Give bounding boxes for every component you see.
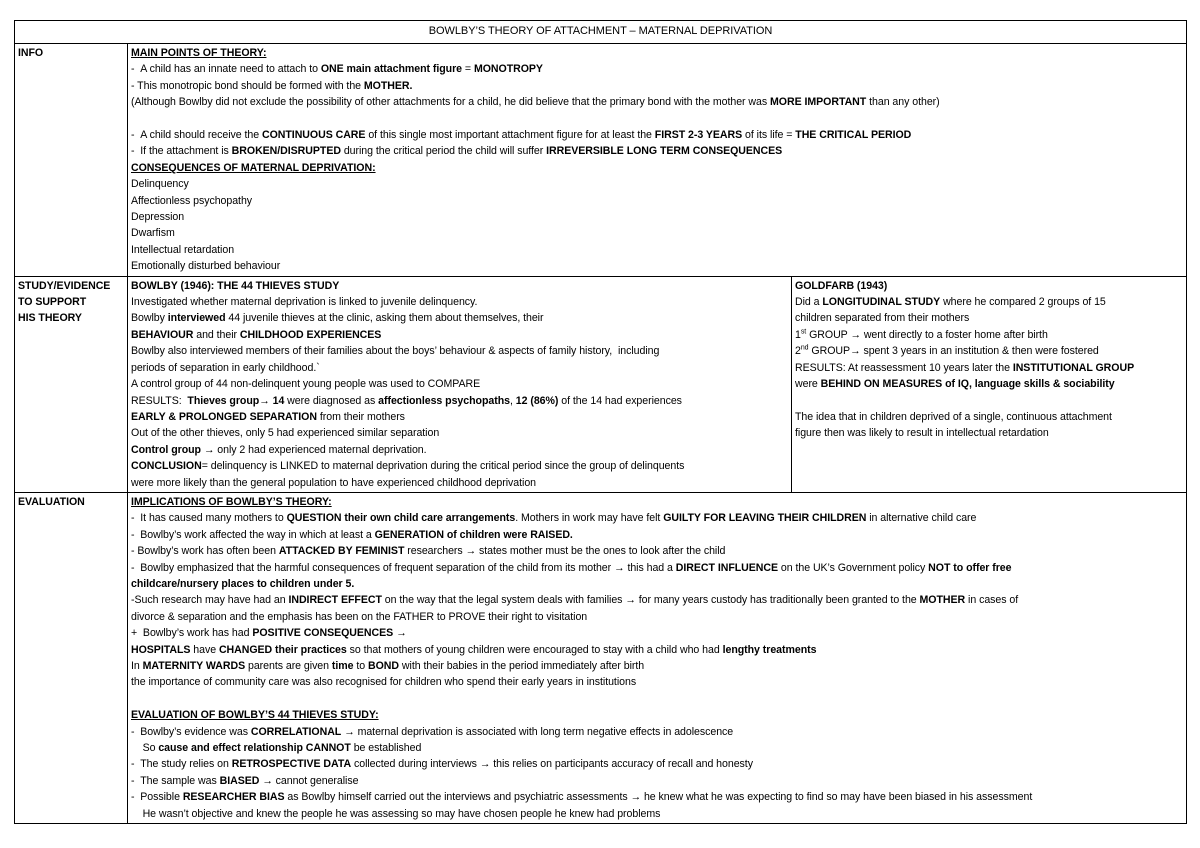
row-label-info: INFO <box>15 44 128 277</box>
info-cell <box>128 44 1187 277</box>
info-point: (Although Bowlby did not exclude the possibility of other attachments for a child, he did believe that the primary bond with the mother was MORE IMPORTANT than any other) <box>131 96 940 109</box>
consequence-item: Affectionless psychopathy <box>131 194 253 207</box>
evaluation-point: - It has caused many mothers to QUESTION their own child care arrangements. Mothers in work may have felt GUILTY FOR LEAVING THEIR CHILDREN in alternative child care <box>131 512 977 525</box>
study-line: were more likely than the general population to have experienced childhood deprivation <box>131 476 537 489</box>
document-title: BOWLBY’S THEORY OF ATTACHMENT – MATERNAL DEPRIVATION <box>15 21 1187 44</box>
study-line: Bowlby interviewed 44 juvenile thieves at the clinic, asking them about themselves, their <box>131 312 544 325</box>
consequence-item: Depression <box>131 211 185 224</box>
notes-table <box>14 20 1187 824</box>
study-line: children separated from their mothers <box>795 312 970 325</box>
info-point: - If the attachment is BROKEN/DISRUPTED during the critical period the child will suffer IRREVERSIBLE LONG TERM CONSEQUENCES <box>131 145 783 158</box>
study-line: figure then was likely to result in intellectual retardation <box>795 427 1049 440</box>
implications-heading: IMPLICATIONS OF BOWLBY’S THEORY: <box>131 495 332 508</box>
study-line: 1st GROUP → went directly to a foster home after birth <box>795 328 1048 341</box>
evaluation-point: - The sample was BIASED → cannot generalise <box>131 774 359 787</box>
evaluation-point: the importance of community care was also recognised for children who spend their early years in institutions <box>131 676 637 689</box>
study-line: periods of separation in early childhood.` <box>131 361 320 374</box>
study-line: Bowlby also interviewed members of their families about the boys’ behaviour & aspects of family history, including <box>131 345 660 358</box>
evaluation-point: - The study relies on RETROSPECTIVE DATA collected during interviews → this relies on participants accuracy of recall and honesty <box>131 758 753 771</box>
info-point: - A child should receive the CONTINUOUS CARE of this single most important attachment figure for at least the FIRST 2-3 YEARS of its life = THE CRITICAL PERIOD <box>131 129 912 142</box>
evaluation-point: - Bowlby emphasized that the harmful consequences of frequent separation of the child from its mother → this had a DIRECT INFLUENCE on the UK’s Government policy NOT to offer free <box>131 561 1012 574</box>
study-line: 2nd GROUP→ spent 3 years in an institution & then were fostered <box>795 344 1099 358</box>
study-line: Control group → only 2 had experienced maternal deprivation. <box>131 443 427 456</box>
study-line: RESULTS: At reassessment 10 years later the INSTITUTIONAL GROUP <box>795 361 1135 374</box>
evaluation-point: - Bowlby’s evidence was CORRELATIONAL → maternal deprivation is associated with long term negative effects in adolescence <box>131 725 734 738</box>
study-line: CONCLUSION= delinquency is LINKED to maternal deprivation during the critical period since the group of delinquents <box>131 460 685 473</box>
study-line: Out of the other thieves, only 5 had experienced similar separation <box>131 427 440 440</box>
study-line: RESULTS: Thieves group→ 14 were diagnosed as affectionless psychopaths, 12 (86%) of the 14 had experiences <box>131 394 682 407</box>
consequence-item: Emotionally disturbed behaviour <box>131 260 281 273</box>
evaluation-point: -Such research may have had an INDIRECT EFFECT on the way that the legal system deals with families → for many years custody has traditionally been granted to the MOTHER in cases of <box>131 594 1019 607</box>
study-line: were BEHIND ON MEASURES of IQ, language skills & sociability <box>795 378 1115 391</box>
study-line: Did a LONGITUDINAL STUDY where he compared 2 groups of 15 <box>795 296 1106 309</box>
evaluation-point: - Bowlby’s work affected the way in which at least a GENERATION of children were RAISED. <box>131 528 573 541</box>
study-line: The idea that in children deprived of a single, continuous attachment <box>795 410 1112 423</box>
goldfarb-study-heading: GOLDFARB (1943) <box>795 279 888 292</box>
study-line: EARLY & PROLONGED SEPARATION from their mothers <box>131 410 405 423</box>
consequence-item: Dwarfism <box>131 227 175 240</box>
main-points-heading: MAIN POINTS OF THEORY: <box>131 47 267 59</box>
row-label-evaluation: EVALUATION <box>15 492 128 823</box>
evaluation-study-heading: EVALUATION OF BOWLBY’S 44 THIEVES STUDY: <box>131 709 379 722</box>
evaluation-point: - Possible RESEARCHER BIAS as Bowlby himself carried out the interviews and psychiatric assessments → he knew what he was expecting to find so may have been biased in his assessment <box>131 791 1033 804</box>
evaluation-point: He wasn’t objective and knew the people he was assessing so may have chosen people he knew had problems <box>131 807 661 820</box>
evaluation-point: - Bowlby’s work has often been ATTACKED BY FEMINIST researchers → states mother must be the ones to look after the child <box>131 545 726 558</box>
info-point: - This monotropic bond should be formed with the MOTHER. <box>131 79 413 92</box>
row-label-study: STUDY/EVIDENCE TO SUPPORT HIS THEORY <box>15 276 128 492</box>
consequence-item: Intellectual retardation <box>131 243 235 256</box>
bowlby-study-cell <box>128 276 792 492</box>
info-point: - A child has an innate need to attach to ONE main attachment figure = MONOTROPY <box>131 63 543 76</box>
evaluation-point: + Bowlby’s work has had POSITIVE CONSEQUENCES → <box>131 627 407 640</box>
evaluation-point: childcare/nursery places to children under 5. <box>131 577 355 590</box>
evaluation-point: divorce & separation and the emphasis has been on the FATHER to PROVE their right to visitation <box>131 610 588 623</box>
evaluation-point: In MATERNITY WARDS parents are given time to BOND with their babies in the period immediately after birth <box>131 660 645 673</box>
study-line: Investigated whether maternal deprivation is linked to juvenile delinquency. <box>131 296 478 309</box>
study-line: BEHAVIOUR and their CHILDHOOD EXPERIENCES <box>131 328 382 341</box>
consequence-item: Delinquency <box>131 178 189 191</box>
evaluation-cell <box>128 492 1187 823</box>
goldfarb-study-cell <box>792 276 1187 492</box>
evaluation-point: HOSPITALS have CHANGED their practices so that mothers of young children were encouraged to stay with a child who had lengthy treatments <box>131 643 817 656</box>
evaluation-point: So cause and effect relationship CANNOT be established <box>131 742 422 755</box>
study-line: A control group of 44 non-delinquent young people was used to COMPARE <box>131 378 481 391</box>
bowlby-study-heading: BOWLBY (1946): THE 44 THIEVES STUDY <box>131 279 340 292</box>
consequences-heading: CONSEQUENCES OF MATERNAL DEPRIVATION: <box>131 161 376 174</box>
